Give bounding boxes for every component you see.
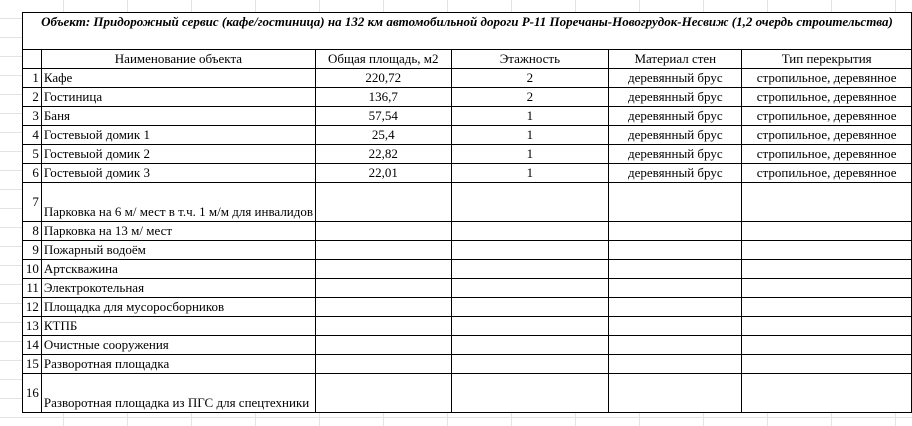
area-cell[interactable] <box>316 279 451 298</box>
roof-type-cell[interactable]: стропильное, деревянное <box>742 164 912 183</box>
wall-material-cell[interactable]: деревянный брус <box>609 126 742 145</box>
object-name-cell[interactable]: КТПБ <box>41 317 315 336</box>
roof-type-cell[interactable] <box>742 183 912 222</box>
row-number-cell[interactable]: 11 <box>23 279 42 298</box>
floors-cell[interactable] <box>451 298 609 317</box>
area-cell[interactable] <box>316 355 451 374</box>
wall-material-cell[interactable] <box>609 336 742 355</box>
area-cell[interactable]: 57,54 <box>316 107 451 126</box>
table-row <box>23 107 912 126</box>
object-name-cell[interactable]: Кафе <box>41 69 315 88</box>
table-row <box>23 260 912 279</box>
roof-type-cell[interactable] <box>742 260 912 279</box>
floors-cell[interactable]: 1 <box>451 126 609 145</box>
object-name-cell[interactable]: Баня <box>41 107 315 126</box>
wall-material-cell[interactable] <box>609 317 742 336</box>
table-row <box>23 336 912 355</box>
floors-cell[interactable] <box>451 260 609 279</box>
roof-type-cell[interactable]: стропильное, деревянное <box>742 145 912 164</box>
row-number-cell[interactable]: 9 <box>23 241 42 260</box>
table-row <box>23 374 912 413</box>
area-cell[interactable]: 22,82 <box>316 145 451 164</box>
object-name-cell[interactable]: Гостиница <box>41 88 315 107</box>
row-number-cell[interactable]: 13 <box>23 317 42 336</box>
roof-type-cell[interactable]: стропильное, деревянное <box>742 69 912 88</box>
floors-cell[interactable] <box>451 222 609 241</box>
object-name-cell[interactable]: Электрокотельная <box>41 279 315 298</box>
roof-type-cell[interactable] <box>742 355 912 374</box>
roof-type-cell[interactable]: стропильное, деревянное <box>742 107 912 126</box>
object-name-cell[interactable]: Пожарный водоём <box>41 241 315 260</box>
wall-material-cell[interactable]: деревянный брус <box>609 107 742 126</box>
table-row <box>23 355 912 374</box>
table-row <box>23 69 912 88</box>
row-number-cell[interactable]: 3 <box>23 107 42 126</box>
header-floors[interactable]: Этажность <box>451 50 609 69</box>
wall-material-cell[interactable] <box>609 355 742 374</box>
wall-material-cell[interactable] <box>609 241 742 260</box>
object-name-cell[interactable]: Гостевыой домик 3 <box>41 164 315 183</box>
row-number-cell[interactable]: 1 <box>23 69 42 88</box>
roof-type-cell[interactable] <box>742 241 912 260</box>
table-row <box>23 241 912 260</box>
object-name-cell[interactable]: Разворотная площадка <box>41 355 315 374</box>
area-cell[interactable]: 136,7 <box>316 88 451 107</box>
title-row <box>23 13 912 50</box>
floors-cell[interactable] <box>451 355 609 374</box>
floors-cell[interactable] <box>451 374 609 413</box>
area-cell[interactable] <box>316 183 451 222</box>
header-row <box>23 50 912 69</box>
roof-type-cell[interactable] <box>742 317 912 336</box>
area-cell[interactable] <box>316 222 451 241</box>
row-number-cell[interactable]: 14 <box>23 336 42 355</box>
wall-material-cell[interactable] <box>609 183 742 222</box>
row-number-cell[interactable]: 2 <box>23 88 42 107</box>
wall-material-cell[interactable]: деревянный брус <box>609 88 742 107</box>
roof-type-cell[interactable] <box>742 298 912 317</box>
area-cell[interactable]: 25,4 <box>316 126 451 145</box>
wall-material-cell[interactable] <box>609 260 742 279</box>
area-cell[interactable] <box>316 336 451 355</box>
object-table <box>22 12 912 413</box>
row-number-cell[interactable]: 5 <box>23 145 42 164</box>
table-row <box>23 126 912 145</box>
area-cell[interactable] <box>316 260 451 279</box>
table-row <box>23 222 912 241</box>
object-name-cell[interactable]: Очистные сооружения <box>41 336 315 355</box>
object-name-cell[interactable]: Разворотная площадка из ПГС для спецтехники <box>41 374 315 413</box>
table-row <box>23 145 912 164</box>
wall-material-cell[interactable]: деревянный брус <box>609 69 742 88</box>
floors-cell[interactable] <box>451 279 609 298</box>
object-name-cell[interactable]: Гостевыой домик 2 <box>41 145 315 164</box>
floors-cell[interactable]: 1 <box>451 107 609 126</box>
area-cell[interactable]: 22,01 <box>316 164 451 183</box>
row-number-cell[interactable]: 15 <box>23 355 42 374</box>
area-cell[interactable] <box>316 298 451 317</box>
object-name-cell[interactable]: Гостевыой домик 1 <box>41 126 315 145</box>
area-cell[interactable] <box>316 241 451 260</box>
floors-cell[interactable]: 2 <box>451 69 609 88</box>
area-cell[interactable]: 220,72 <box>316 69 451 88</box>
table-row <box>23 183 912 222</box>
wall-material-cell[interactable] <box>609 279 742 298</box>
header-name[interactable]: Наименование объекта <box>41 50 315 69</box>
table-row <box>23 317 912 336</box>
header-walls[interactable]: Материал стен <box>609 50 742 69</box>
row-number-cell[interactable]: 4 <box>23 126 42 145</box>
floors-cell[interactable]: 1 <box>451 145 609 164</box>
table-title[interactable]: Объект: Придорожный сервис (кафе/гостиница) на 132 км автомобильной дороги Р-11 Поречаны-Новогрудок-Несвиж (1,2 очердь строительства) <box>23 13 912 50</box>
row-number-cell[interactable]: 10 <box>23 260 42 279</box>
floors-cell[interactable]: 1 <box>451 164 609 183</box>
wall-material-cell[interactable]: деревянный брус <box>609 145 742 164</box>
object-name-cell[interactable]: Парковка на 6 м/ мест в т.ч. 1 м/м для инвалидов <box>41 183 315 222</box>
wall-material-cell[interactable] <box>609 374 742 413</box>
row-number-cell[interactable]: 8 <box>23 222 42 241</box>
table-row <box>23 298 912 317</box>
row-number-cell[interactable]: 12 <box>23 298 42 317</box>
header-roof[interactable]: Тип перекрытия <box>742 50 912 69</box>
roof-type-cell[interactable]: стропильное, деревянное <box>742 126 912 145</box>
floors-cell[interactable] <box>451 336 609 355</box>
floors-cell[interactable] <box>451 183 609 222</box>
roof-type-cell[interactable] <box>742 222 912 241</box>
wall-material-cell[interactable] <box>609 222 742 241</box>
wall-material-cell[interactable] <box>609 298 742 317</box>
header-area[interactable]: Общая площадь, м2 <box>316 50 451 69</box>
area-cell[interactable] <box>316 317 451 336</box>
table-row <box>23 279 912 298</box>
row-number-cell[interactable]: 16 <box>23 374 42 413</box>
row-number-cell[interactable]: 6 <box>23 164 42 183</box>
header-num-cell[interactable] <box>23 50 42 69</box>
wall-material-cell[interactable]: деревянный брус <box>609 164 742 183</box>
table-row <box>23 88 912 107</box>
object-name-cell[interactable]: Парковка на 13 м/ мест <box>41 222 315 241</box>
roof-type-cell[interactable] <box>742 374 912 413</box>
row-number-cell[interactable]: 7 <box>23 183 42 222</box>
roof-type-cell[interactable] <box>742 279 912 298</box>
area-cell[interactable] <box>316 374 451 413</box>
floors-cell[interactable]: 2 <box>451 88 609 107</box>
roof-type-cell[interactable]: стропильное, деревянное <box>742 88 912 107</box>
object-name-cell[interactable]: Артскважина <box>41 260 315 279</box>
roof-type-cell[interactable] <box>742 336 912 355</box>
object-name-cell[interactable]: Площадка для мусоросборников <box>41 298 315 317</box>
floors-cell[interactable] <box>451 317 609 336</box>
floors-cell[interactable] <box>451 241 609 260</box>
table-row <box>23 164 912 183</box>
